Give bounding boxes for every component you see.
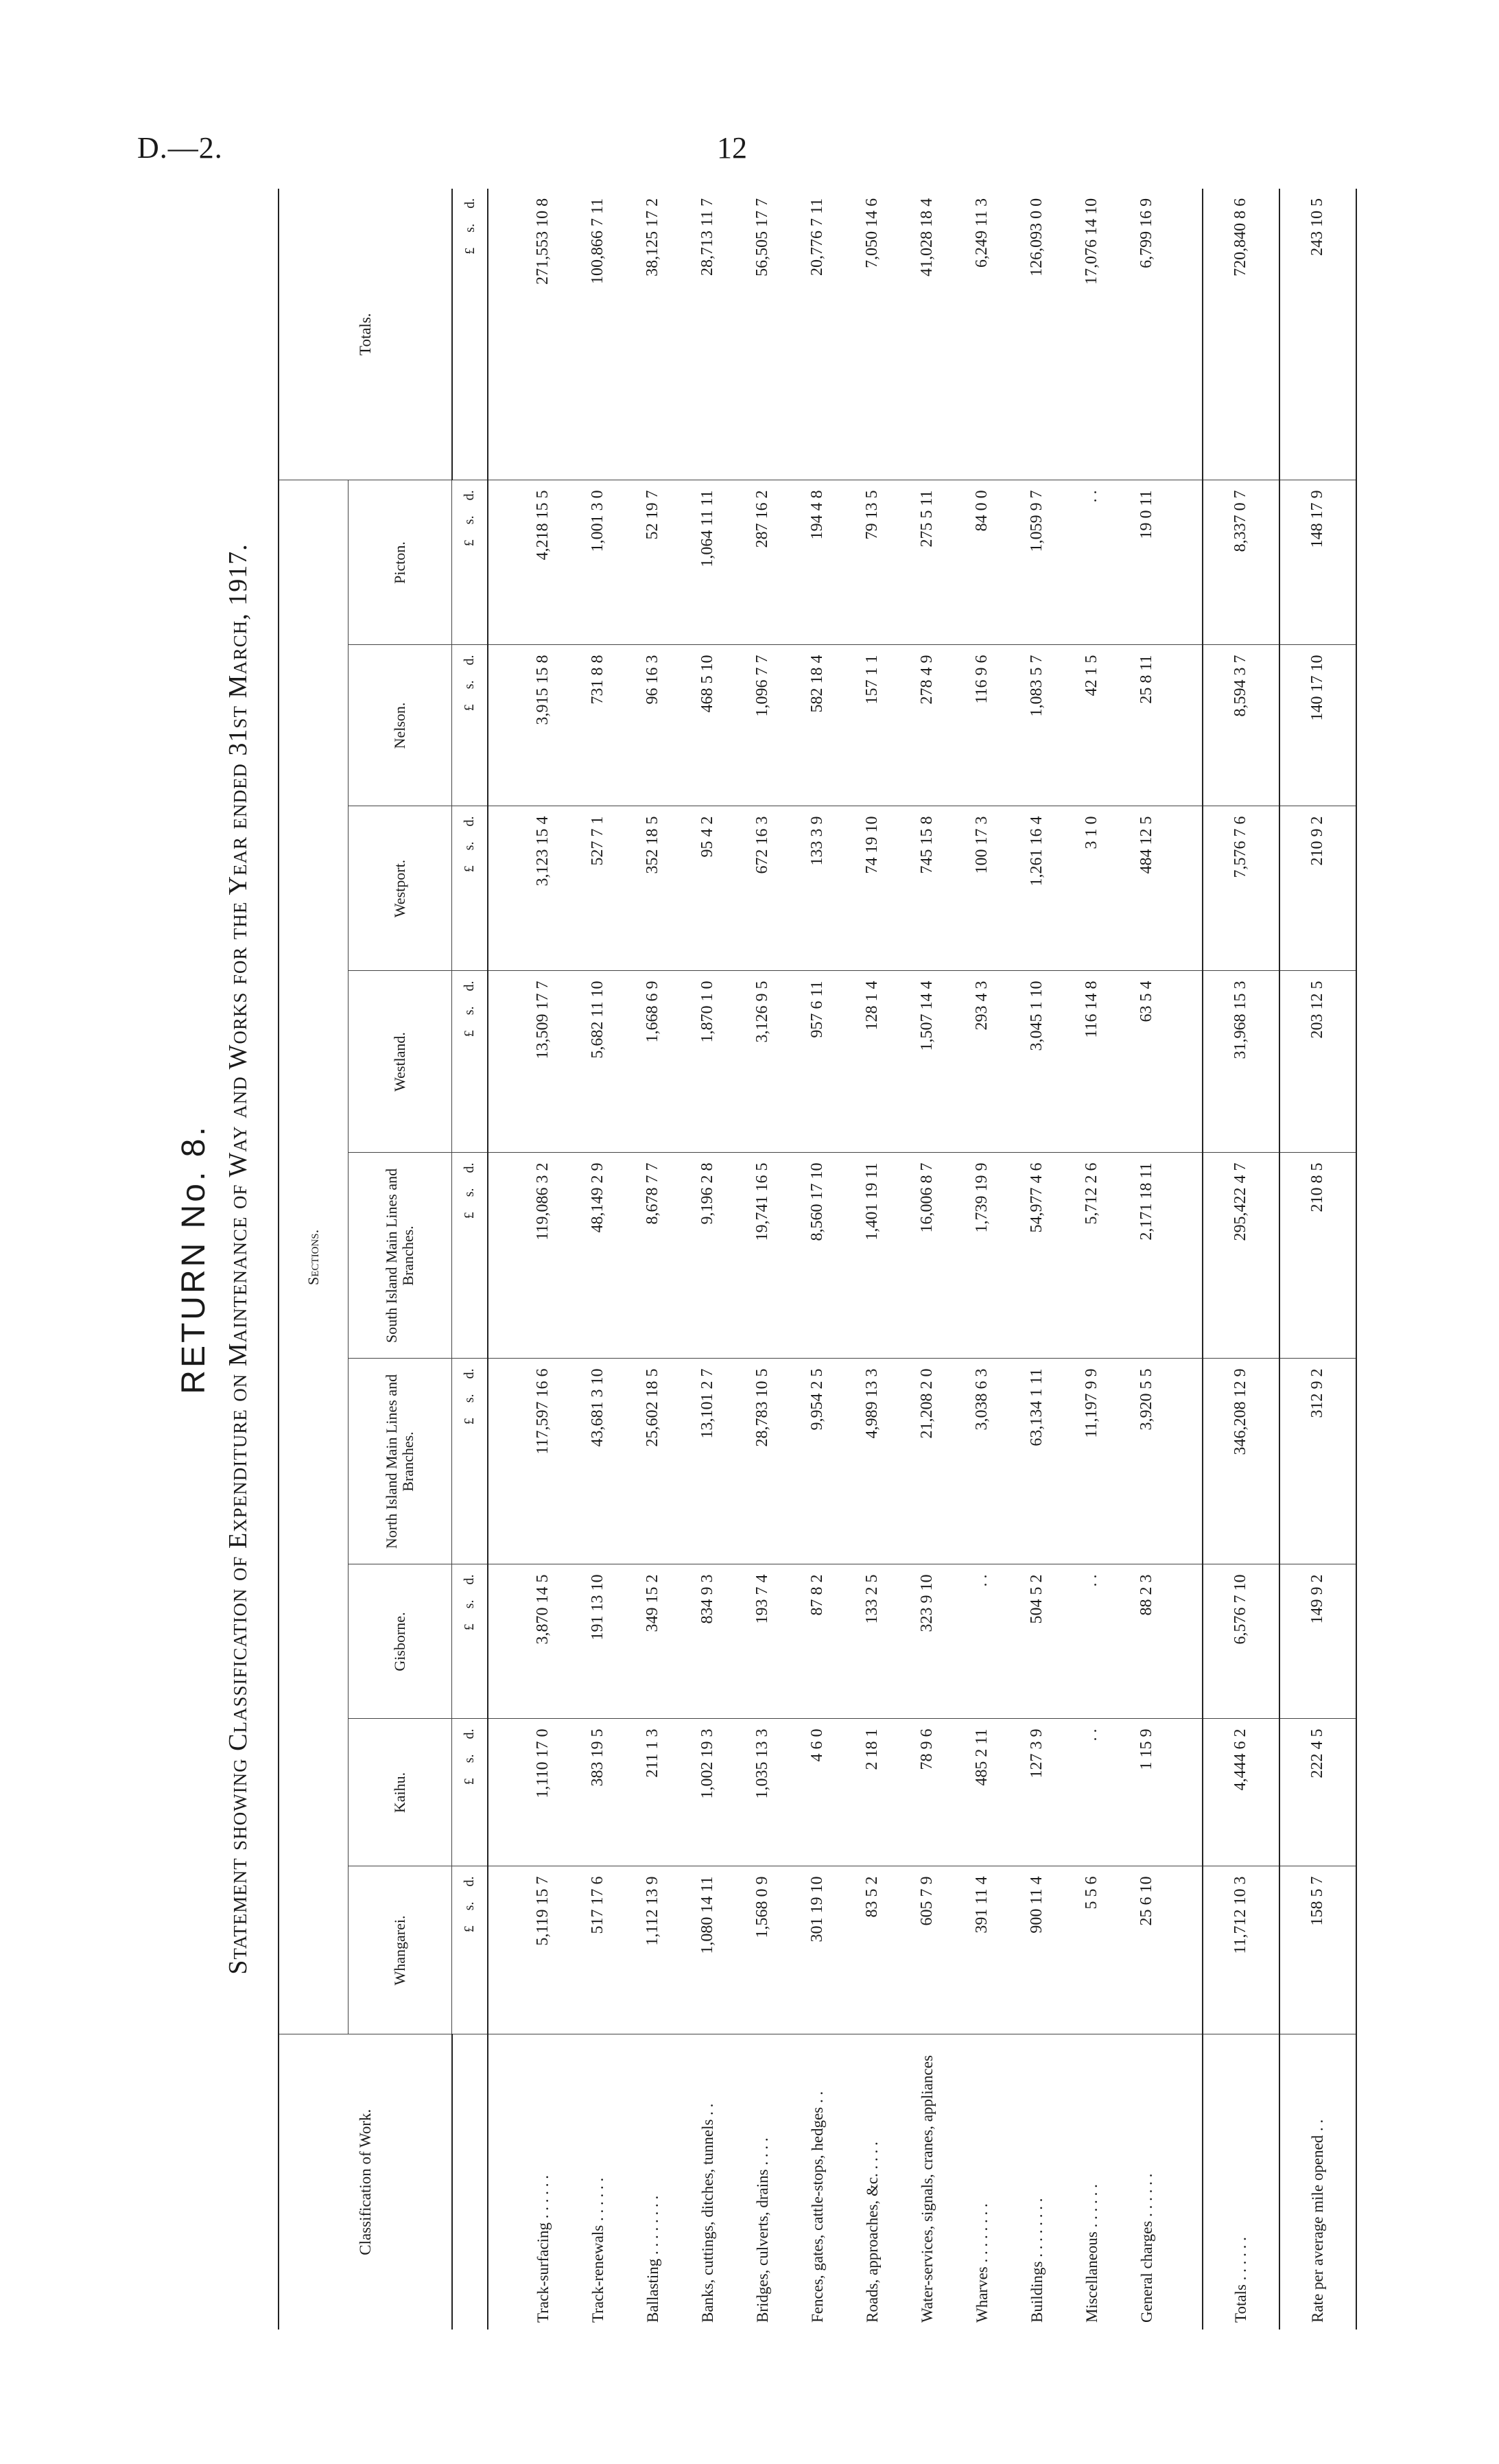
section-value: 957 6 11 (790, 971, 845, 1153)
section-value: 210 9 2 (1279, 806, 1356, 971)
row-label: Bridges, culverts, drains . . . . (735, 2034, 790, 2330)
units-cell (452, 1153, 488, 1359)
row-label: Ballasting . . . . . . . . (626, 2034, 681, 2330)
table-row (626, 189, 681, 2330)
section-value: 295,422 4 7 (1203, 1153, 1279, 1359)
unit-shillings: s. (462, 515, 477, 525)
unit-pence: d. (462, 816, 477, 827)
section-value: 210 8 5 (1279, 1153, 1356, 1359)
section-value: 54,977 4 6 (1010, 1153, 1065, 1359)
section-value: 1,568 0 9 (735, 1866, 790, 2034)
section-value: 1,112 13 9 (626, 1866, 681, 2034)
section-value: 5,682 11 10 (571, 971, 626, 1153)
section-value: 116 14 8 (1065, 971, 1120, 1153)
section-value: 900 11 4 (1010, 1866, 1065, 2034)
section-value: 133 3 9 (790, 806, 845, 971)
unit-shillings: s. (462, 841, 477, 851)
unit-pence: d. (462, 1368, 477, 1379)
spacer-cell (488, 971, 516, 1153)
row-total: 41,028 18 4 (900, 189, 955, 480)
unit-pence: d. (462, 1876, 477, 1887)
section-value: 1,080 14 11 (681, 1866, 735, 2034)
row-total: 720,840 8 6 (1203, 189, 1279, 480)
section-value: 1 15 9 (1120, 1719, 1175, 1866)
table-row (1065, 189, 1120, 2330)
section-value: 191 13 10 (571, 1564, 626, 1719)
row-label: General charges . . . . . . (1120, 2034, 1175, 2330)
section-value: 203 12 5 (1279, 971, 1356, 1153)
unit-shillings: s. (462, 1006, 477, 1016)
section-value: 1,002 19 3 (681, 1719, 735, 1866)
document-code: D.—2. (137, 131, 223, 165)
spacer-row (488, 189, 516, 2330)
spacer-cell (1175, 2034, 1203, 2330)
unit-pence: d. (462, 1162, 477, 1173)
spacer-cell (1175, 1359, 1203, 1564)
section-value: 19 0 11 (1120, 480, 1175, 645)
section-value: 1,059 9 7 (1010, 480, 1065, 645)
section-value: 323 9 10 (900, 1564, 955, 1719)
section-header: South Island Main Lines and Branches. (349, 1153, 452, 1359)
unit-shillings: s. (462, 1394, 477, 1403)
section-value: 3,920 5 5 (1120, 1359, 1175, 1564)
section-value: 48,149 2 9 (571, 1153, 626, 1359)
section-value: 6,576 7 10 (1203, 1564, 1279, 1719)
section-value: 42 1 5 (1065, 645, 1120, 806)
section-value: 78 9 6 (900, 1719, 955, 1866)
section-value: . . (955, 1564, 1010, 1719)
section-value: 7,576 7 6 (1203, 806, 1279, 971)
table-row (900, 189, 955, 2330)
row-total: 20,776 7 11 (790, 189, 845, 480)
spacer-cell (1175, 1866, 1203, 2034)
section-value: 275 5 11 (900, 480, 955, 645)
section-value: 52 19 7 (626, 480, 681, 645)
unit-pounds: £ (462, 865, 477, 873)
section-value: 16,006 8 7 (900, 1153, 955, 1359)
section-value: 25 6 10 (1120, 1866, 1175, 2034)
row-label: Track-renewals . . . . . . (571, 2034, 626, 2330)
row-total: 126,093 0 0 (1010, 189, 1065, 480)
section-value: 43,681 3 10 (571, 1359, 626, 1564)
units-cell (452, 971, 488, 1153)
section-value: 19,741 16 5 (735, 1153, 790, 1359)
section-value: 3,038 6 3 (955, 1359, 1010, 1564)
section-value: 222 4 5 (1279, 1719, 1356, 1866)
row-total: 6,799 16 9 (1120, 189, 1175, 480)
section-value: 301 19 10 (790, 1866, 845, 2034)
section-value: 468 5 10 (681, 645, 735, 806)
spacer-cell (488, 2034, 516, 2330)
section-value: 119,086 3 2 (516, 1153, 571, 1359)
unit-pence: d. (462, 198, 477, 209)
table-row (1010, 189, 1065, 2330)
spacer-cell (1175, 645, 1203, 806)
section-value: 87 8 2 (790, 1564, 845, 1719)
section-value: 287 16 2 (735, 480, 790, 645)
section-value: 312 9 2 (1279, 1359, 1356, 1564)
section-value: 582 18 4 (790, 645, 845, 806)
section-value: 5 5 6 (1065, 1866, 1120, 2034)
section-value: 133 2 5 (845, 1564, 900, 1719)
unit-shillings: s. (462, 1599, 477, 1609)
row-total: 28,713 11 7 (681, 189, 735, 480)
row-label: Totals . . . . . . (1203, 2034, 1279, 2330)
section-value: 383 19 5 (571, 1719, 626, 1866)
section-value: 672 16 3 (735, 806, 790, 971)
section-value: 293 4 3 (955, 971, 1010, 1153)
section-value: 127 3 9 (1010, 1719, 1065, 1866)
section-value: 485 2 11 (955, 1719, 1010, 1866)
section-value: 3,045 1 10 (1010, 971, 1065, 1153)
spacer-cell (1175, 1153, 1203, 1359)
section-value: 731 8 8 (571, 645, 626, 806)
unit-pence: d. (462, 655, 477, 666)
section-value: . . (1065, 480, 1120, 645)
return-subtitle: Statement showing Classification of Expenditure on Maintenance of Way and Works for the Year ended 31st March, 1917. (224, 543, 252, 1975)
section-value: 4,218 15 5 (516, 480, 571, 645)
section-value: 25 8 11 (1120, 645, 1175, 806)
row-label: Miscellaneous . . . . . . (1065, 2034, 1120, 2330)
section-value: 352 18 5 (626, 806, 681, 971)
section-value: 8,560 17 10 (790, 1153, 845, 1359)
section-value: 31,968 15 3 (1203, 971, 1279, 1153)
section-value: 2,171 18 11 (1120, 1153, 1175, 1359)
units-cell (452, 1359, 488, 1564)
units-cell (452, 806, 488, 971)
section-value: 1,064 11 11 (681, 480, 735, 645)
section-value: 96 16 3 (626, 645, 681, 806)
row-label: Roads, approaches, &c. . . . . (845, 2034, 900, 2330)
section-header: Nelson. (349, 645, 452, 806)
section-header: Gisborne. (349, 1564, 452, 1719)
section-value: 128 1 4 (845, 971, 900, 1153)
units-cell (452, 189, 488, 480)
unit-shillings: s. (462, 680, 477, 690)
section-header: Westport. (349, 806, 452, 971)
section-value: 211 1 3 (626, 1719, 681, 1866)
section-value: 5,119 15 7 (516, 1866, 571, 2034)
spacer-cell (488, 1359, 516, 1564)
section-header: Kaihu. (349, 1719, 452, 1866)
unit-pounds: £ (462, 1418, 477, 1425)
units-cell (452, 645, 488, 806)
section-value: 148 17 9 (1279, 480, 1356, 645)
section-value: 1,870 1 0 (681, 971, 735, 1153)
classification-header: Classification of Work. (279, 2034, 452, 2330)
section-header: North Island Main Lines and Branches. (349, 1359, 452, 1564)
section-value: 25,602 18 5 (626, 1359, 681, 1564)
section-value: 1,096 7 7 (735, 645, 790, 806)
unit-shillings: s. (462, 223, 477, 233)
section-value: 745 15 8 (900, 806, 955, 971)
unit-pounds: £ (462, 1030, 477, 1037)
totals-row (1203, 189, 1279, 2330)
section-value: 278 4 9 (900, 645, 955, 806)
section-value: 79 13 5 (845, 480, 900, 645)
section-value: 517 17 6 (571, 1866, 626, 2034)
return-title: RETURN No. 8. (176, 1124, 212, 1394)
section-value: 149 9 2 (1279, 1564, 1356, 1719)
section-value: 117,597 16 6 (516, 1359, 571, 1564)
table-row (516, 189, 571, 2330)
spacer-cell (488, 189, 516, 480)
section-value: 8,337 0 7 (1203, 480, 1279, 645)
section-value: 3,123 15 4 (516, 806, 571, 971)
section-value: . . (1065, 1564, 1120, 1719)
row-label: Fences, gates, cattle-stops, hedges . . (790, 2034, 845, 2330)
section-value: 527 7 1 (571, 806, 626, 971)
table-row (790, 189, 845, 2330)
page-number: 12 (717, 131, 747, 165)
spacer-cell (488, 480, 516, 645)
unit-pence: d. (462, 1728, 477, 1739)
unit-shillings: s. (462, 1188, 477, 1197)
section-value: 4,989 13 3 (845, 1359, 900, 1564)
section-value: 9,954 2 5 (790, 1359, 845, 1564)
section-value: 21,208 2 0 (900, 1359, 955, 1564)
row-total: 271,553 10 8 (516, 189, 571, 480)
spacer-cell (488, 645, 516, 806)
row-label: Water-services, signals, cranes, appliances (900, 2034, 955, 2330)
section-value: 1,035 13 3 (735, 1719, 790, 1866)
section-value: 8,594 3 7 (1203, 645, 1279, 806)
table-row (735, 189, 790, 2330)
unit-pounds: £ (462, 704, 477, 712)
section-value: . . (1065, 1719, 1120, 1866)
section-value: 95 4 2 (681, 806, 735, 971)
spacer-cell (1175, 1564, 1203, 1719)
section-value: 1,001 3 0 (571, 480, 626, 645)
section-value: 194 4 8 (790, 480, 845, 645)
section-value: 346,208 12 9 (1203, 1359, 1279, 1564)
section-value: 3 1 0 (1065, 806, 1120, 971)
unit-pounds: £ (462, 1925, 477, 1933)
section-value: 5,712 2 6 (1065, 1153, 1120, 1359)
section-value: 8,678 7 7 (626, 1153, 681, 1359)
unit-pounds: £ (462, 539, 477, 547)
spacer-cell (488, 806, 516, 971)
section-value: 1,261 16 4 (1010, 806, 1065, 971)
row-label: Track-surfacing . . . . . . (516, 2034, 571, 2330)
section-value: 4 6 0 (790, 1719, 845, 1866)
spacer-cell (488, 1153, 516, 1359)
row-total: 6,249 11 3 (955, 189, 1010, 480)
unit-shillings: s. (462, 1754, 477, 1763)
section-value: 3,915 15 8 (516, 645, 571, 806)
row-label: Rate per average mile opened . . (1279, 2034, 1356, 2330)
section-value: 1,110 17 0 (516, 1719, 571, 1866)
section-value: 484 12 5 (1120, 806, 1175, 971)
section-value: 140 17 10 (1279, 645, 1356, 806)
section-value: 834 9 3 (681, 1564, 735, 1719)
unit-shillings: s. (462, 1901, 477, 1911)
section-header: Picton. (349, 480, 452, 645)
spacer-cell (1175, 1719, 1203, 1866)
totals-header: Totals. (279, 189, 452, 480)
section-value: 88 2 3 (1120, 1564, 1175, 1719)
section-value: 1,083 5 7 (1010, 645, 1065, 806)
unit-pounds: £ (462, 1623, 477, 1631)
unit-pence: d. (462, 490, 477, 501)
row-label: Buildings . . . . . . . . (1010, 2034, 1065, 2330)
units-cell (452, 1719, 488, 1866)
row-total: 17,076 14 10 (1065, 189, 1120, 480)
units-cell (452, 1564, 488, 1719)
unit-pounds: £ (462, 1212, 477, 1219)
section-value: 9,196 2 8 (681, 1153, 735, 1359)
rate-row (1279, 189, 1356, 2330)
section-value: 157 1 1 (845, 645, 900, 806)
section-value: 100 17 3 (955, 806, 1010, 971)
section-value: 349 15 2 (626, 1564, 681, 1719)
section-value: 158 5 7 (1279, 1866, 1356, 2034)
section-value: 63 5 4 (1120, 971, 1175, 1153)
section-value: 84 0 0 (955, 480, 1010, 645)
table-row (571, 189, 626, 2330)
sections-header: Sections. (279, 480, 349, 2034)
section-value: 3,870 14 5 (516, 1564, 571, 1719)
section-value: 63,134 1 11 (1010, 1359, 1065, 1564)
rotated-return-sheet (175, 175, 1382, 2343)
spacer-cell (1175, 971, 1203, 1153)
section-value: 2 18 1 (845, 1719, 900, 1866)
row-label: Banks, cuttings, ditches, tunnels . . (681, 2034, 735, 2330)
section-value: 4,444 6 2 (1203, 1719, 1279, 1866)
spacer-cell (1175, 806, 1203, 971)
section-value: 13,509 17 7 (516, 971, 571, 1153)
section-value: 3,126 9 5 (735, 971, 790, 1153)
section-header: Whangarei. (349, 1866, 452, 2034)
table-row (845, 189, 900, 2330)
table-row (681, 189, 735, 2330)
section-value: 504 5 2 (1010, 1564, 1065, 1719)
section-value: 11,712 10 3 (1203, 1866, 1279, 2034)
spacer-cell (488, 1719, 516, 1866)
section-value: 13,101 2 7 (681, 1359, 735, 1564)
spacer-row (1175, 189, 1203, 2330)
units-blank (452, 2034, 488, 2330)
spacer-cell (488, 1564, 516, 1719)
expenditure-table (278, 189, 1357, 2330)
section-value: 11,197 9 9 (1065, 1359, 1120, 1564)
section-value: 116 9 6 (955, 645, 1010, 806)
unit-pounds: £ (462, 1778, 477, 1785)
table-row (955, 189, 1010, 2330)
section-value: 28,783 10 5 (735, 1359, 790, 1564)
table-row (1120, 189, 1175, 2330)
spacer-cell (488, 1866, 516, 2034)
units-cell (452, 480, 488, 645)
section-value: 83 5 2 (845, 1866, 900, 2034)
section-value: 391 11 4 (955, 1866, 1010, 2034)
spacer-cell (1175, 480, 1203, 645)
section-value: 1,739 19 9 (955, 1153, 1010, 1359)
section-value: 605 7 9 (900, 1866, 955, 2034)
units-cell (452, 1866, 488, 2034)
row-label: Wharves . . . . . . . . (955, 2034, 1010, 2330)
row-total: 56,505 17 7 (735, 189, 790, 480)
row-total: 38,125 17 2 (626, 189, 681, 480)
section-value: 193 7 4 (735, 1564, 790, 1719)
section-value: 1,401 19 11 (845, 1153, 900, 1359)
row-total: 7,050 14 6 (845, 189, 900, 480)
row-total: 100,866 7 11 (571, 189, 626, 480)
row-total: 243 10 5 (1279, 189, 1356, 480)
unit-pence: d. (462, 981, 477, 992)
spacer-cell (1175, 189, 1203, 480)
section-header: Westland. (349, 971, 452, 1153)
section-value: 1,668 6 9 (626, 971, 681, 1153)
unit-pounds: £ (462, 247, 477, 255)
section-value: 1,507 14 4 (900, 971, 955, 1153)
section-value: 74 19 10 (845, 806, 900, 971)
unit-pence: d. (462, 1574, 477, 1585)
